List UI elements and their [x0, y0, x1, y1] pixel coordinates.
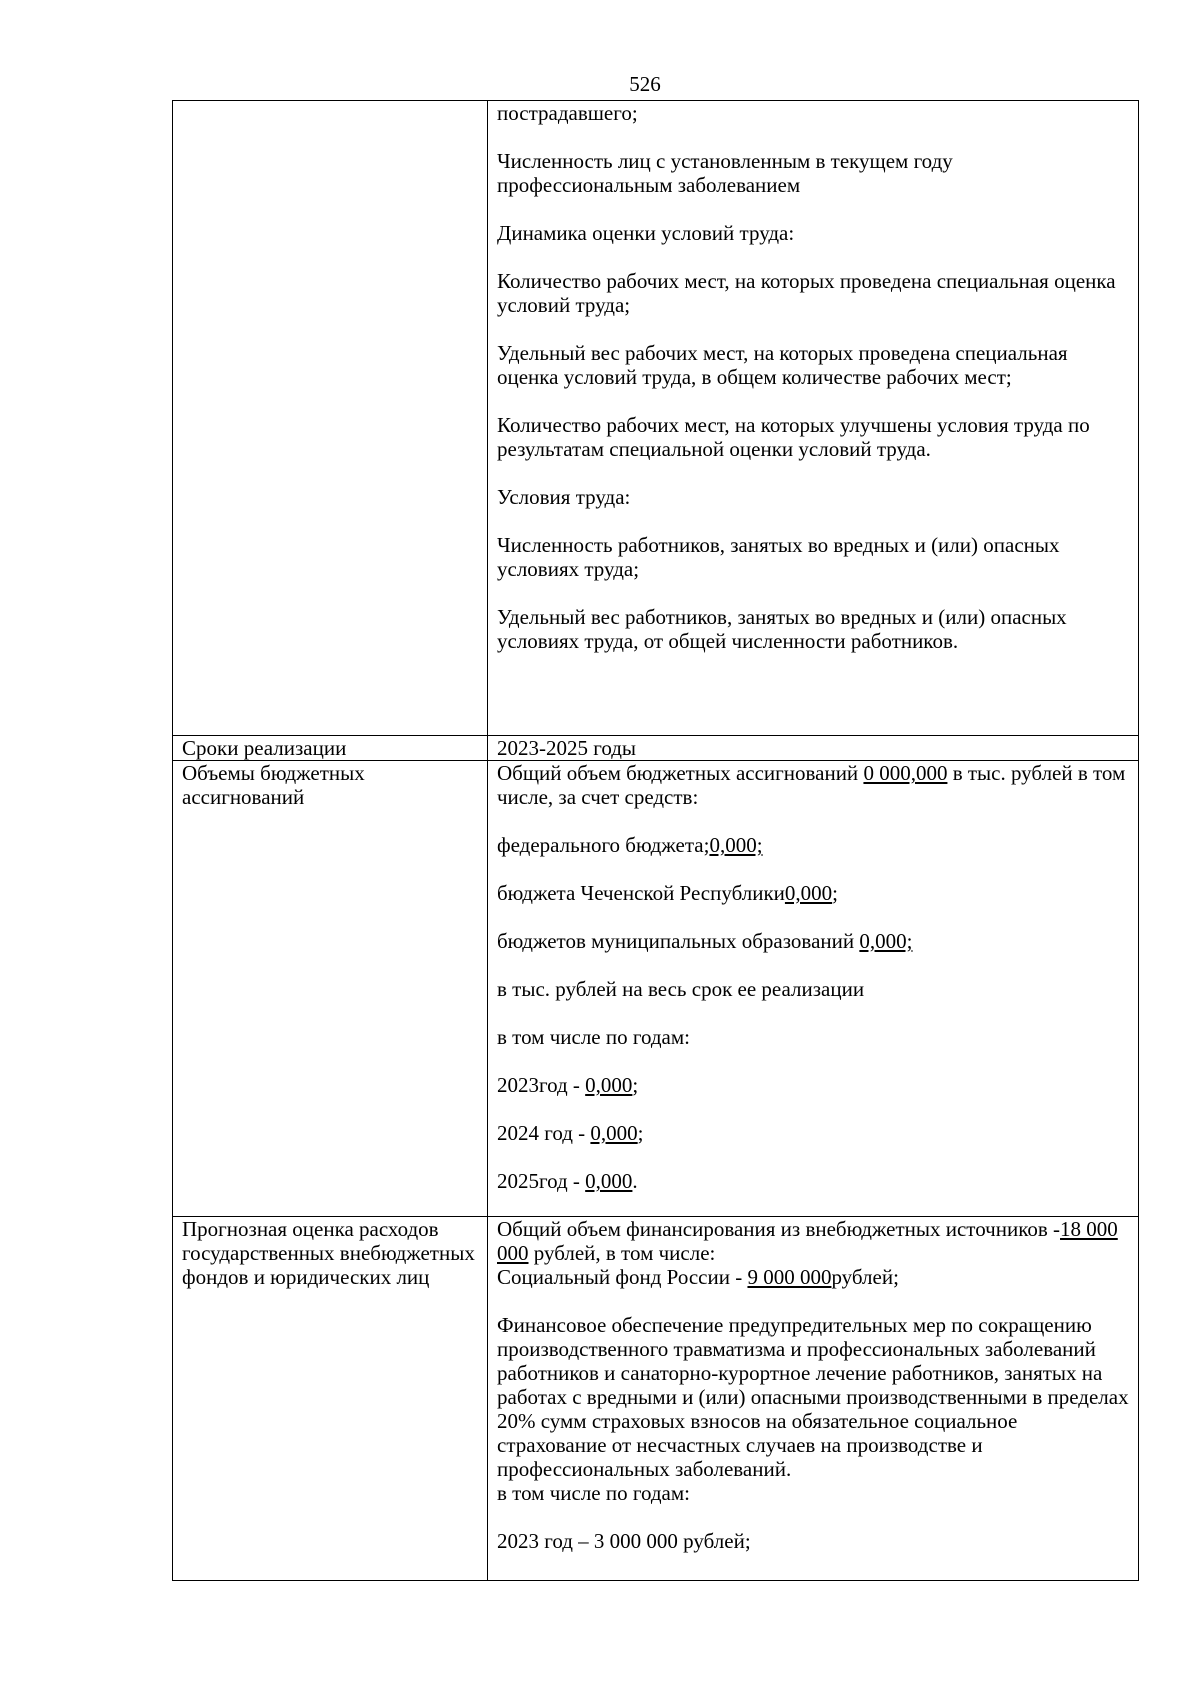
table-row-indicators: [173, 101, 1139, 736]
budget-label: Объемы бюджетных ассигнований: [173, 761, 488, 1217]
budget-municipal: бюджетов муниципальных образований 0,000;: [497, 929, 913, 953]
indicator-text: Количество рабочих мест, на которых проведена специальная оценка условий труда;: [497, 269, 1116, 317]
indicator-text: пострадавшего;: [497, 101, 638, 125]
extrabudget-total-amount: 18 000 000: [497, 1217, 1118, 1265]
timeline-value: 2023-2025 годы: [488, 736, 1139, 761]
budget-federal: федерального бюджета;0,000;: [497, 833, 763, 857]
budget-total-amount: 0 000,000: [863, 761, 948, 785]
budget-year-2024: 2024 год - 0,000;: [497, 1121, 644, 1145]
indicator-text: Численность лиц с установленным в текущем году профессиональным заболеванием: [497, 149, 953, 197]
budget-term: в тыс. рублей на весь срок ее реализации: [497, 977, 865, 1001]
indicator-heading: Динамика оценки условий труда:: [497, 221, 795, 245]
extrabudget-total: Общий объем финансирования из внебюджетных источников -18 000 000 рублей, в том числе:: [497, 1217, 1118, 1265]
budget-year-2025: 2025год - 0,000.: [497, 1169, 638, 1193]
budget-cell: [488, 761, 1139, 1217]
page-number: 526: [629, 72, 661, 96]
timeline-label: Сроки реализации: [173, 736, 488, 761]
label-cell-empty: [173, 101, 488, 736]
budget-municipal-amount: 0,000;: [859, 929, 913, 953]
extrabudget-cell: [488, 1217, 1139, 1581]
budget-republic-amount: 0,000: [784, 881, 833, 905]
budget-federal-amount: 0,000;: [709, 833, 763, 857]
extrabudget-label: Прогнозная оценка расходов государственных внебюджетных фондов и юридических лиц: [173, 1217, 488, 1581]
budget-total: Общий объем бюджетных ассигнований 0 000,000 в тыс. рублей в том числе, за счет средств:: [497, 761, 1126, 809]
indicator-text: Удельный вес рабочих мест, на которых проведена специальная оценка условий труда, в общем количестве рабочих мест;: [497, 341, 1068, 389]
social-fund-amount: 9 000 000: [747, 1265, 832, 1289]
table-row-budget: [173, 761, 1139, 1217]
indicators-cell: [488, 101, 1139, 736]
extrabudget-paragraph: Финансовое обеспечение предупредительных мер по сокращению производственного травматизма и профессиональных заболеваний работников и санаторно-курортное лечение работников, занятых на работах с вредными и (или) опасными производственными в пределах 20% сумм страховых взносов на обязательное социальное страхование от несчастных случаев на производстве и профессиональных заболеваний.: [497, 1313, 1129, 1481]
extrabudget-social-fund: Социальный фонд России - 9 000 000рублей;: [497, 1265, 899, 1289]
indicator-text: Численность работников, занятых во вредных и (или) опасных условиях труда;: [497, 533, 1060, 581]
indicator-heading: Условия труда:: [497, 485, 631, 509]
table-row-timeline: [173, 736, 1139, 761]
extrabudget-year-2023: 2023 год – 3 000 000 рублей;: [497, 1529, 751, 1553]
indicator-text: Удельный вес работников, занятых во вредных и (или) опасных условиях труда, от общей численности работников.: [497, 605, 1067, 653]
budget-year-2023: 2023год - 0,000;: [497, 1073, 639, 1097]
table-row-extrabudget: [173, 1217, 1139, 1581]
indicator-text: Количество рабочих мест, на которых улучшены условия труда по результатам специальной оценки условий труда.: [497, 413, 1090, 461]
budget-by-years: в том числе по годам:: [497, 1025, 690, 1049]
budget-republic: бюджета Чеченской Республики0,000;: [497, 881, 839, 905]
passport-table: [172, 100, 1139, 1581]
extrabudget-by-years: в том числе по годам:: [497, 1481, 690, 1505]
